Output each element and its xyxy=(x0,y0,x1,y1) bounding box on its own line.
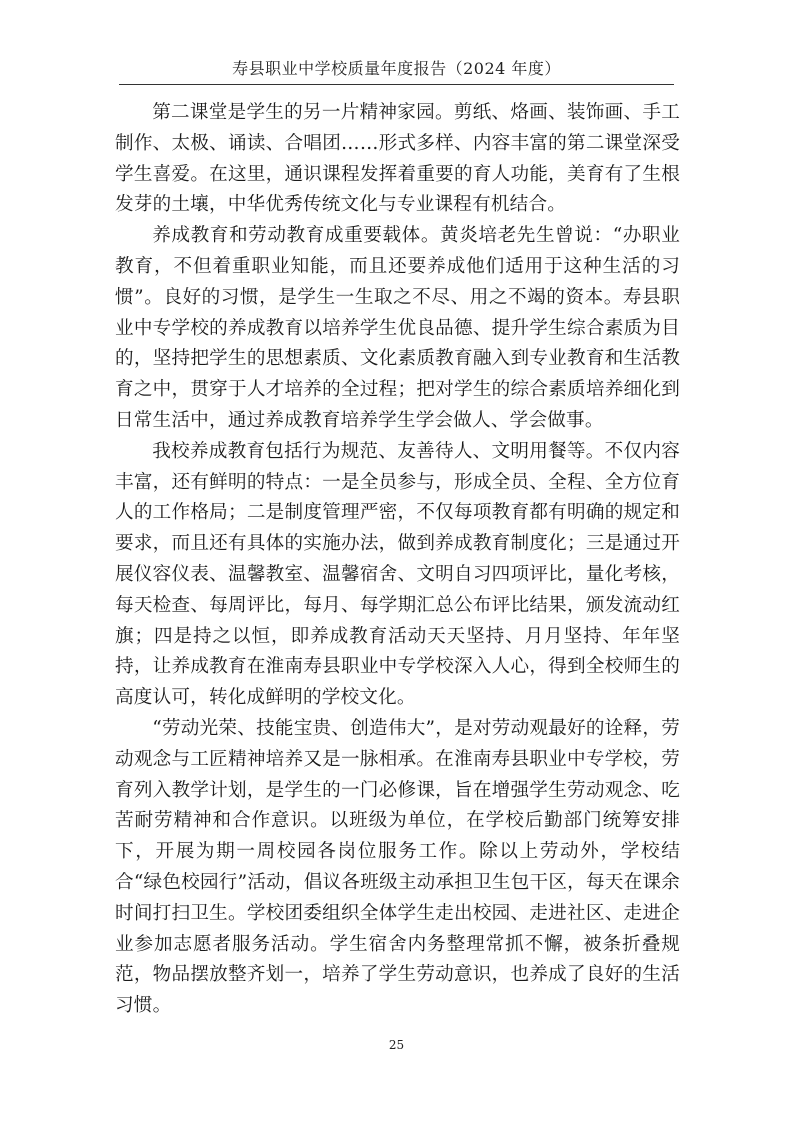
header-divider xyxy=(119,84,674,85)
paragraph-habit-labor-education: 养成教育和劳动教育成重要载体。黄炎培老先生曾说：“办职业教育，不但着重职业知能，而且还要养成他们适用于这种生活的习惯”。良好的习惯，是学生一生取之不尽、用之不竭的资本。寿县职业中专学校的养成教育以培养学生优良品德、提升学生综合素质为目的，坚持把学生的思想素质、文化素质教育融入到专业教育和生活教育之中，贯穿于人才培养的全过程；把对学生的综合素质培养细化到日常生活中，通过养成教育培养学生学会做人、学会做事。 xyxy=(115,225,680,431)
page-header-title: 寿县职业中学校质量年度报告（2024 年度） xyxy=(232,59,561,78)
body-text xyxy=(115,98,680,1022)
paragraph-labor-education: “劳动光荣、技能宝贵、创造伟大”，是对劳动观最好的诠释，劳动观念与工匠精神培养又是一脉相承。在淮南寿县职业中专学校，劳育列入教学计划，是学生的一门必修课，旨在增强学生劳动观念、吃苦耐劳精神和合作意识。以班级为单位，在学校后勤部门统筹安排下，开展为期一周校园各岗位服务工作。除以上劳动外，学校结合“绿色校园行”活动，倡议各班级主动承担卫生包干区，每天在课余时间打扫卫生。学校团委组织全体学生走出校园、走进社区、走进企业参加志愿者服务活动。学生宿舍内务整理常抓不懈，被条折叠规范，物品摆放整齐划一，培养了学生劳动意识，也养成了良好的生活习惯。 xyxy=(115,717,680,1017)
paragraph-second-classroom: 第二课堂是学生的另一片精神家园。剪纸、烙画、装饰画、手工制作、太极、诵读、合唱团……形式多样、内容丰富的第二课堂深受学生喜爱。在这里，通识课程发挥着重要的育人功能，美育有了生根发芽的土壤，中华优秀传统文化与专业课程有机结合。 xyxy=(115,102,680,216)
paragraph-habit-education-features: 我校养成教育包括行为规范、友善待人、文明用餐等。不仅内容丰富，还有鲜明的特点：一是全员参与，形成全员、全程、全方位育人的工作格局；二是制度管理严密，不仅每项教育都有明确的规定和要求，而且还有具体的实施办法，做到养成教育制度化；三是通过开展仪容仪表、温馨教室、温馨宿舍、文明自习四项评比，量化考核，每天检查、每周评比，每月、每学期汇总公布评比结果，颁发流动红旗；四是持之以恒，即养成教育活动天天坚持、月月坚持、年年坚持，让养成教育在淮南寿县职业中专学校深入人心，得到全校师生的高度认可，转化成鲜明的学校文化。 xyxy=(115,440,680,709)
page-number: 25 xyxy=(388,1038,405,1052)
